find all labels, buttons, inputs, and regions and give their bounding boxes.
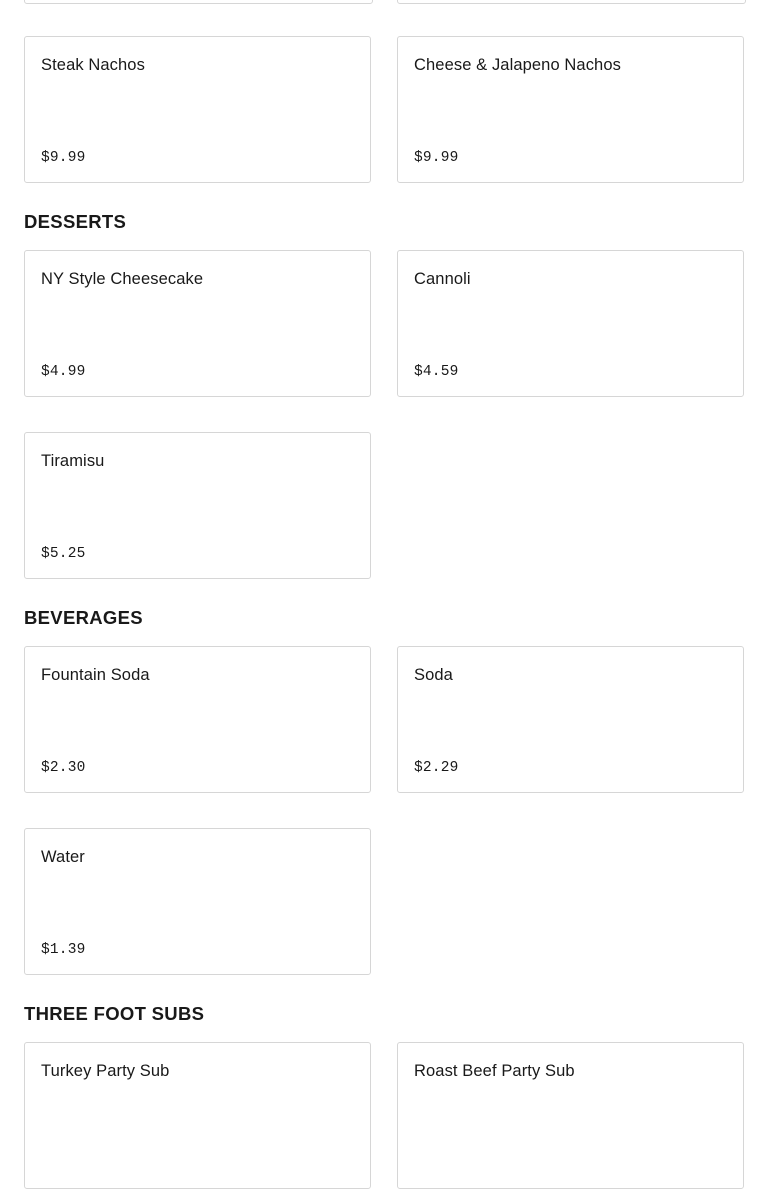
menu-item-card[interactable]	[397, 250, 744, 397]
section-title-beverages: BEVERAGES	[24, 607, 143, 628]
menu-item-name: Cannoli	[414, 270, 471, 288]
menu-item-name: Steak Nachos	[41, 56, 145, 74]
menu-item-card[interactable]	[24, 432, 371, 579]
menu-item-name: Roast Beef Party Sub	[414, 1062, 575, 1080]
menu-item-card-partial[interactable]	[24, 0, 373, 4]
menu-item-card[interactable]	[397, 36, 744, 183]
menu-item-card[interactable]	[24, 36, 371, 183]
menu-item-name: Tiramisu	[41, 452, 105, 470]
menu-item-name: Fountain Soda	[41, 666, 150, 684]
menu-item-card[interactable]	[24, 646, 371, 793]
menu-item-card[interactable]	[24, 1042, 371, 1189]
menu-item-name: Cheese & Jalapeno Nachos	[414, 56, 621, 74]
menu-item-price: $4.99	[41, 364, 86, 380]
menu-item-price: $9.99	[414, 150, 459, 166]
menu-item-price: $1.39	[41, 942, 86, 958]
menu-item-card[interactable]	[24, 828, 371, 975]
menu-item-price: $2.30	[41, 760, 86, 776]
section-title-desserts: DESSERTS	[24, 211, 127, 232]
menu-item-name: NY Style Cheesecake	[41, 270, 204, 288]
menu-item-card-partial[interactable]	[397, 0, 746, 4]
menu-item-price: $5.25	[41, 546, 86, 562]
section-title-three-foot-subs: THREE FOOT SUBS	[24, 1003, 205, 1024]
menu-item-name: Water	[41, 848, 85, 866]
menu-item-card[interactable]	[397, 1042, 744, 1189]
menu-item-name: Soda	[414, 666, 453, 684]
menu-item-card[interactable]	[24, 250, 371, 397]
menu-item-price: $4.59	[414, 364, 459, 380]
menu-item-price: $2.29	[414, 760, 459, 776]
menu-item-card[interactable]	[397, 646, 744, 793]
menu-item-price: $9.99	[41, 150, 86, 166]
menu-item-name: Turkey Party Sub	[41, 1062, 170, 1080]
